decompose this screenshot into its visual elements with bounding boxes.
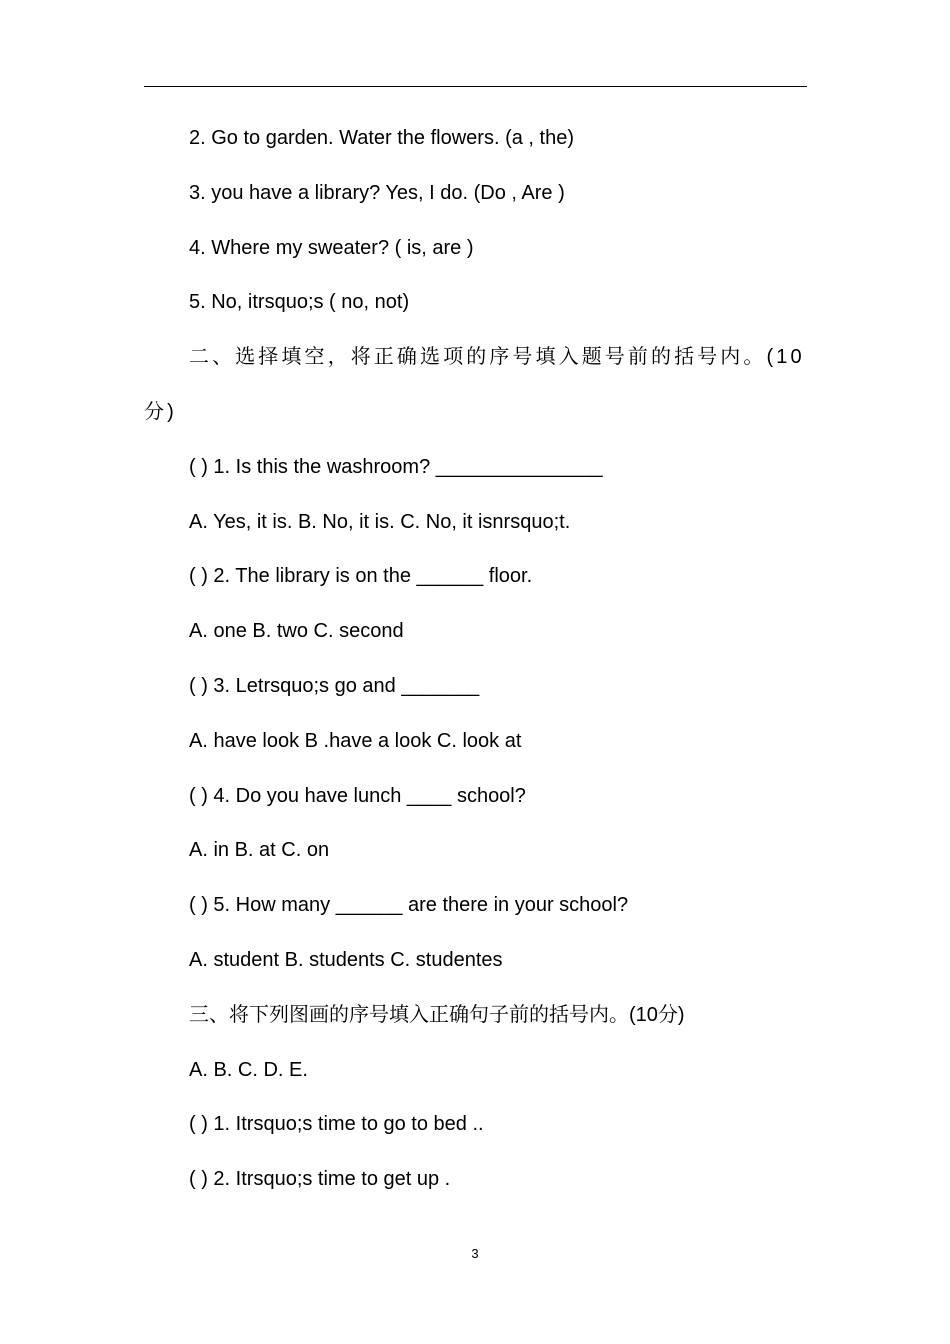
question-5-options: A. student B. students C. studentes xyxy=(189,948,503,971)
question-1-options: A. Yes, it is. B. No, it is. C. No, it isnrsquo;t. xyxy=(189,510,571,533)
match-item-1: ( ) 1. Itrsquo;s time to go to bed .. xyxy=(189,1113,484,1136)
question-4: ( ) 4. Do you have lunch ____ school? xyxy=(189,784,526,807)
question-5: ( ) 5. How many ______ are there in your school? xyxy=(189,894,629,917)
header-rule xyxy=(144,86,807,87)
page-number: 3 xyxy=(471,1246,479,1261)
fill-item-2: 2. Go to garden. Water the flowers. (a , the) xyxy=(189,127,574,149)
fill-item-5: 5. No, itrsquo;s ( no, not) xyxy=(189,291,410,314)
question-3: ( ) 3. Letrsquo;s go and _______ xyxy=(189,674,480,697)
section-3-heading: 三、将下列图画的序号填入正确句子前的括号内。(10分) xyxy=(189,1003,685,1026)
question-3-options: A. have look B .have a look C. look at xyxy=(189,729,522,752)
question-2: ( ) 2. The library is on the ______ floor. xyxy=(189,565,533,588)
document-body xyxy=(144,111,807,1207)
question-1: ( ) 1. Is this the washroom? _______________ xyxy=(189,455,603,478)
section-2-heading: 二、选择填空，将正确选项的序号填入题号前的括号内。(10分) xyxy=(144,346,805,423)
question-2-options: A. one B. two C. second xyxy=(189,620,404,643)
fill-item-4: 4. Where my sweater? ( is, are ) xyxy=(189,236,474,259)
fill-item-3: 3. you have a library? Yes, I do. (Do , Are ) xyxy=(189,181,565,204)
question-4-options: A. in B. at C. on xyxy=(189,839,330,862)
match-item-2: ( ) 2. Itrsquo;s time to get up . xyxy=(189,1168,451,1191)
picture-labels: A. B. C. D. E. xyxy=(189,1058,308,1081)
